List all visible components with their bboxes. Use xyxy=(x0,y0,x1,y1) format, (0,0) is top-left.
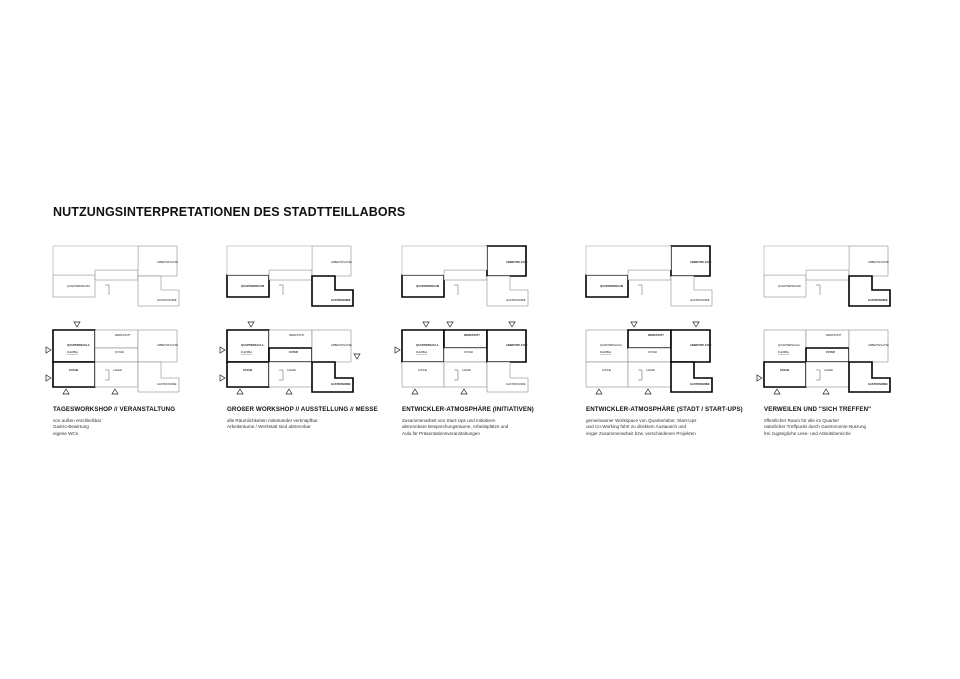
entrance-arrow-icon xyxy=(74,322,80,327)
room-label-arbeitsplaetze: ARBEITSPLÄTZE xyxy=(506,344,528,347)
stair-detail xyxy=(454,285,458,295)
description-line: abtrennbare Besprechungsräume, Arbeitsplätze und xyxy=(402,424,509,430)
room-label-foyer: FOYER xyxy=(826,351,835,354)
room-label-gastronomie-upper: GASTRONOMIE xyxy=(690,299,710,302)
room-label-lager: LAGER xyxy=(113,369,122,372)
entrance-arrow-icon xyxy=(447,322,453,327)
room-label-arbeitsplaetze-upper: ARBEITSPLÄTZE xyxy=(157,261,178,264)
scenario-title: TAGESWORKSHOP // VERANSTALTUNG xyxy=(53,406,176,413)
floor-plan xyxy=(586,240,751,400)
entrance-arrow-icon xyxy=(286,389,292,394)
room-gastronomie xyxy=(487,362,528,392)
description-line: gemeinsamer Workspace von Quartierlabor, Start-Ups xyxy=(586,418,697,423)
room-label-quartiersaula: QUARTIERSAULA xyxy=(416,344,439,347)
room-lager xyxy=(806,362,849,387)
room-corridor-upper xyxy=(628,270,671,280)
description-line: Aula für Präsentationsveranstaltungen xyxy=(402,430,480,436)
entrance-arrow-icon xyxy=(220,375,225,381)
stair-detail xyxy=(105,285,109,295)
scenario-description xyxy=(586,418,756,437)
scenario-description xyxy=(764,418,934,437)
scenario-description xyxy=(227,418,397,431)
stair-detail xyxy=(816,285,820,295)
room-label-arbeitsplaetze-upper: ARBEITSPLÄTZE xyxy=(690,261,712,264)
room-werkstatt xyxy=(95,330,138,348)
room-label-quartiersaula: QUARTIERSAULA xyxy=(600,344,622,347)
room-label-lager: LAGER xyxy=(824,369,833,372)
room-corridor-upper xyxy=(269,270,312,280)
room-label-arbeitsplaetze-upper: ARBEITSPLÄTZE xyxy=(506,261,528,264)
room-label-kueche: KÜCHE xyxy=(602,369,612,372)
room-label-quartiersraum-upper: QUARTIERSRAUM xyxy=(241,285,265,288)
room-gastronomie xyxy=(671,362,712,392)
entrance-arrow-icon xyxy=(596,389,602,394)
room-label-quartiersraum-upper: QUARTIERSRAUM xyxy=(416,285,440,288)
room-lager xyxy=(95,362,138,387)
room-gastronomie xyxy=(849,362,890,392)
scenario-title: VERWEILEN UND "SICH TREFFEN" xyxy=(764,406,872,413)
room-label-foyer: FOYER xyxy=(648,351,657,354)
scenario-panel-2 xyxy=(227,240,392,455)
scenario-title: ENTWICKLER-ATMOSPHÄRE (INITIATIVEN) xyxy=(402,406,534,413)
room-label-werkstatt: WERKSTATT xyxy=(464,334,480,337)
room-lager xyxy=(444,362,487,387)
entrance-arrow-icon xyxy=(46,347,51,353)
room-label-foyer: FOYER xyxy=(115,351,124,354)
description-line: öffentlicher Raum für alle im Quartier xyxy=(764,418,839,423)
scenario-title: ENTWICKLER-ATMOSPHÄRE (STADT / START-UPS) xyxy=(586,406,743,413)
entrance-arrow-icon xyxy=(509,322,515,327)
room-kueche xyxy=(586,362,628,387)
entrance-arrow-icon xyxy=(423,322,429,327)
scenario-panel-3 xyxy=(402,240,567,455)
room-label-werkstatt: WERKSTATT xyxy=(115,334,131,337)
room-label-lager: LAGER xyxy=(646,369,655,372)
room-label-quartiersaula: QUARTIERSAULA xyxy=(778,344,800,347)
room-kueche xyxy=(227,362,269,387)
entrance-arrow-icon xyxy=(248,322,254,327)
room-kueche xyxy=(53,362,95,387)
room-label-werkstatt: WERKSTATT xyxy=(826,334,842,337)
entrance-arrow-icon xyxy=(693,322,699,327)
description-line: Zusammenarbeit von Start-Ups und Initiativen xyxy=(402,418,496,423)
stair-detail xyxy=(638,285,642,295)
room-label-gastronomie: GASTRONOMIE xyxy=(690,383,710,386)
floor-plan xyxy=(402,240,567,400)
room-label-lager: LAGER xyxy=(287,369,296,372)
entrance-arrow-icon xyxy=(461,389,467,394)
scenario-panel-5 xyxy=(764,240,929,455)
description-line: alle Räumlichkeiten miteinander verknüpfbar xyxy=(227,418,318,423)
entrance-arrow-icon xyxy=(354,354,360,359)
room-werkstatt xyxy=(806,330,849,348)
room-corridor-upper xyxy=(444,270,487,280)
room-label-gastronomie-upper: GASTRONOMIE xyxy=(506,299,526,302)
room-gastronomie xyxy=(312,362,353,392)
entrance-arrow-icon xyxy=(220,347,225,353)
room-corridor-upper xyxy=(806,270,849,280)
flex-label: FLEXIBEL xyxy=(600,351,612,354)
room-label-gastronomie-upper: GASTRONOMIE xyxy=(157,299,177,302)
room-label-werkstatt: WERKSTATT xyxy=(648,334,664,337)
description-line: Gastro-Bewirtung xyxy=(53,424,89,430)
room-label-gastronomie-upper: GASTRONOMIE xyxy=(868,299,888,302)
room-label-arbeitsplaetze: ARBEITSPLÄTZE xyxy=(690,344,712,347)
room-label-kueche: KÜCHE xyxy=(69,369,79,372)
scenario-description xyxy=(402,418,572,437)
room-label-gastronomie: GASTRONOMIE xyxy=(506,383,526,386)
description-line: Arbeitsräume / Werkstatt sind abtrennbar xyxy=(227,424,311,430)
room-label-quartiersraum-upper: QUARTIERSRAUM xyxy=(600,285,624,288)
room-label-gastronomie: GASTRONOMIE xyxy=(157,383,177,386)
room-label-arbeitsplaetze: ARBEITSPLÄTZE xyxy=(868,344,889,347)
room-label-quartiersaula: QUARTIERSAULA xyxy=(67,344,90,347)
room-werkstatt xyxy=(628,330,671,348)
room-label-werkstatt: WERKSTATT xyxy=(289,334,305,337)
room-corridor-upper xyxy=(95,270,138,280)
description-line: und Co-Working führt zu direktem Austausch und xyxy=(586,424,687,430)
entrance-arrow-icon xyxy=(631,322,637,327)
flex-label: FLEXIBEL xyxy=(241,351,253,354)
room-label-lager: LAGER xyxy=(462,369,471,372)
room-label-foyer: FOYER xyxy=(289,351,298,354)
room-label-kueche: KÜCHE xyxy=(418,369,428,372)
entrance-arrow-icon xyxy=(645,389,651,394)
entrance-arrow-icon xyxy=(395,347,400,353)
room-label-arbeitsplaetze: ARBEITSPLÄTZE xyxy=(157,344,178,347)
entrance-arrow-icon xyxy=(412,389,418,394)
room-label-kueche: KÜCHE xyxy=(243,369,253,372)
room-lager xyxy=(628,362,671,387)
entrance-arrow-icon xyxy=(757,375,762,381)
floor-plan xyxy=(53,240,218,400)
entrance-arrow-icon xyxy=(823,389,829,394)
room-label-arbeitsplaetze: ARBEITSPLÄTZE xyxy=(331,344,352,347)
description-line: natürlicher Treffpunkt durch Gastronomie-Nutzung xyxy=(764,424,867,430)
room-label-gastronomie: GASTRONOMIE xyxy=(331,383,351,386)
description-line: frei zugängliche Lese- und Arbeitsbereiche xyxy=(764,430,851,436)
room-lager xyxy=(269,362,312,387)
room-label-quartiersraum-upper: QUARTIERSRAUM xyxy=(778,285,801,288)
flex-label: FLEXIBEL xyxy=(778,351,790,354)
flex-label: FLEXIBEL xyxy=(416,351,428,354)
scenario-title: GROßER WORKSHOP // AUSSTELLUNG // MESSE xyxy=(227,406,378,413)
entrance-arrow-icon xyxy=(46,375,51,381)
description-line: von außen erschließbar xyxy=(53,418,102,423)
room-label-arbeitsplaetze-upper: ARBEITSPLÄTZE xyxy=(331,261,352,264)
floor-plan xyxy=(227,240,392,400)
entrance-arrow-icon xyxy=(774,389,780,394)
room-werkstatt xyxy=(444,330,487,348)
scenario-description xyxy=(53,418,223,437)
room-gastronomie xyxy=(138,362,179,392)
room-kueche xyxy=(402,362,444,387)
description-line: eigene WCs xyxy=(53,430,79,436)
room-label-arbeitsplaetze-upper: ARBEITSPLÄTZE xyxy=(868,261,889,264)
scenario-panel-1 xyxy=(53,240,218,455)
scenario-panel-4 xyxy=(586,240,751,455)
room-label-gastronomie-upper: GASTRONOMIE xyxy=(331,299,351,302)
description-line: enger Zusammenarbeit bzw. verschiedenen Projekten xyxy=(586,430,696,436)
stair-detail xyxy=(279,285,283,295)
room-label-quartiersaula: QUARTIERSAULA xyxy=(241,344,264,347)
flex-label: FLEXIBEL xyxy=(67,351,79,354)
floor-plan xyxy=(764,240,929,400)
room-label-quartiersraum-upper: QUARTIERSRAUM xyxy=(67,285,90,288)
room-werkstatt xyxy=(269,330,312,348)
room-label-gastronomie: GASTRONOMIE xyxy=(868,383,888,386)
room-label-foyer: FOYER xyxy=(464,351,473,354)
page-title: NUTZUNGSINTERPRETATIONEN DES STADTTEILLABORS xyxy=(53,205,406,219)
entrance-arrow-icon xyxy=(63,389,69,394)
room-kueche xyxy=(764,362,806,387)
room-label-kueche: KÜCHE xyxy=(780,369,790,372)
entrance-arrow-icon xyxy=(112,389,118,394)
entrance-arrow-icon xyxy=(237,389,243,394)
